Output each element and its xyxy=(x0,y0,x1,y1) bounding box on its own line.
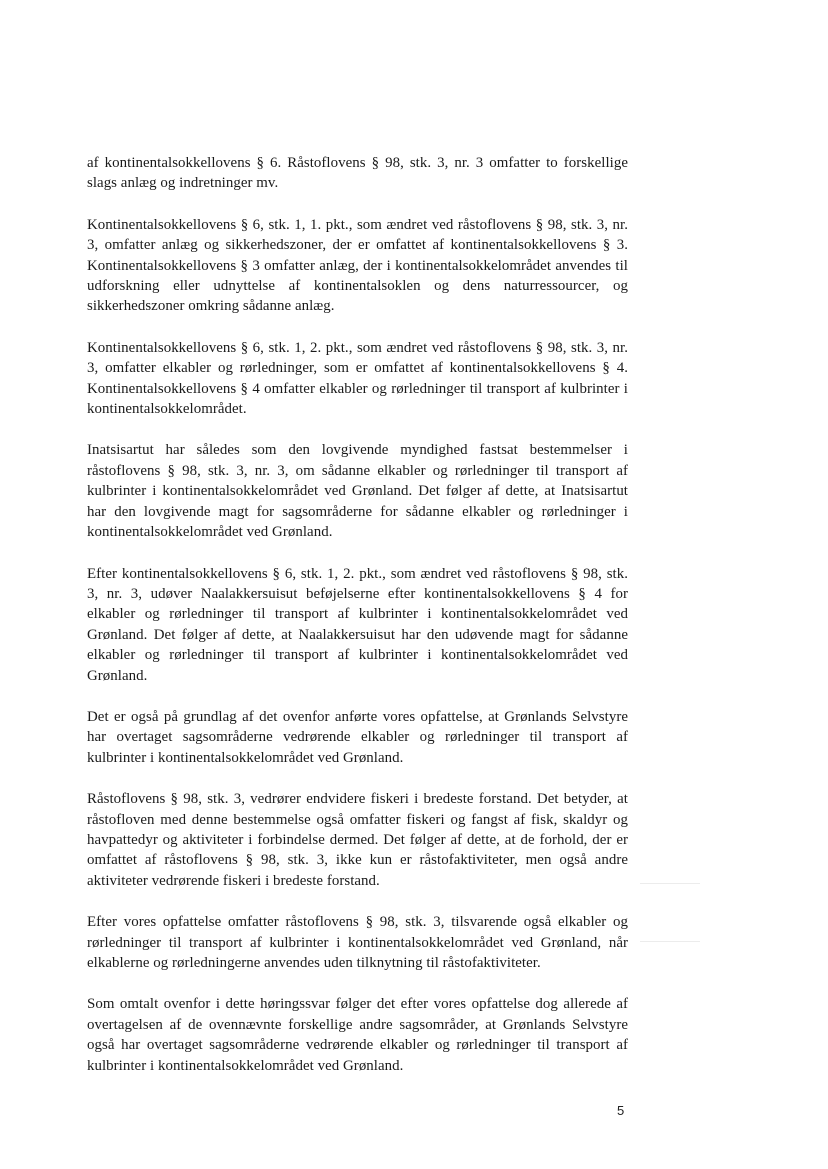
paragraph-1: af kontinentalsokkellovens § 6. Råstoflovens § 98, stk. 3, nr. 3 omfatter to forskellige slags anlæg og indretninger mv. xyxy=(87,155,628,192)
paragraph-9: Som omtalt ovenfor i dette høringssvar følger det efter vores opfattelse dog allerede af overtagelsen af de ovennævnte forskellige andre sagsområder, at Grønlands Selvstyre også har overtaget sagsområderne vedrørende elkabler og rørledninger til transport af kulbrinter i kontinentalsokkelområdet ved Grønland. xyxy=(87,996,628,1074)
paragraph-6: Det er også på grundlag af det ovenfor anførte vores opfattelse, at Grønlands Selvstyre har overtaget sagsområderne vedrørende elkabler og rørledninger til transport af kulbrinter i kontinentalsokkelområdet ved Grønland. xyxy=(87,708,628,766)
paragraph-4: Inatsisartut har således som den lovgivende myndighed fastsat bestemmelser i råstoflovens § 98, stk. 3, nr. 3, om sådanne elkabler og rørledninger til transport af kulbrinter i kontinentalsokkelområdet ved Grønland. Det følger af dette, at Inatsisartut har den lovgivende magt for sagsområderne for sådanne elkabler og rørledninger i kontinentalsokkelområdet ved Grønland. xyxy=(87,442,628,541)
scan-artifact-line xyxy=(640,941,700,942)
paragraph-2: Kontinentalsokkellovens § 6, stk. 1, 1. pkt., som ændret ved råstoflovens § 98, stk. 3, nr. 3, omfatter anlæg og sikkerhedszoner, der er omfattet af kontinentalsokkellovens § 3. Kontinentalsokkellovens § 3 omfatter anlæg, der i kontinentalsokkelområdet anvendes til udforskning eller udnyttelse af kontinentalsoklen og dens naturressourcer, og sikkerhedszoner omkring sådanne anlæg. xyxy=(87,216,628,315)
page-number: 5 xyxy=(617,1103,625,1118)
paragraph-5: Efter kontinentalsokkellovens § 6, stk. 1, 2. pkt., som ændret ved råstoflovens § 98, stk. 3, nr. 3, udøver Naalakkersuisut beføjelserne efter kontinentalsokkellovens § 4 for elkabler og rørledninger til transport af kulbrinter i kontinentalsokkelområdet ved Grønland. Det følger af dette, at Naalakkersuisut har den udøvende magt for sådanne elkabler og rørledninger til transport af kulbrinter i kontinentalsokkelområdet ved Grønland. xyxy=(87,565,628,684)
document-body xyxy=(87,153,628,1076)
paragraph-7: Råstoflovens § 98, stk. 3, vedrører endvidere fiskeri i bredeste forstand. Det betyder, at råstofloven med denne bestemmelse også omfatter fiskeri og fangst af fisk, skaldyr og havpattedyr og aktiviteter i forbindelse dermed. Det følger af dette, at de forhold, der er omfattet af råstoflovens § 98, stk. 3, ikke kun er råstofaktiviteter, men også andre aktiviteter vedrørende fiskeri i bredeste forstand. xyxy=(87,791,628,889)
scan-artifact-line xyxy=(640,883,700,884)
paragraph-3: Kontinentalsokkellovens § 6, stk. 1, 2. pkt., som ændret ved råstoflovens § 98, stk. 3, nr. 3, omfatter elkabler og rørledninger, som er omfattet af kontinentalsokkellovens § 4. Kontinentalsokkellovens § 4 omfatter elkabler og rørledninger til transport af kulbrinter i kontinentalsokkelområdet. xyxy=(87,339,628,418)
paragraph-8: Efter vores opfattelse omfatter råstoflovens § 98, stk. 3, tilsvarende også elkabler og rørledninger til transport af kulbrinter i kontinentalsokkelområdet ved Grønland, når elkablerne og rørledningerne anvendes uden tilknytning til råstofaktiviteter. xyxy=(87,914,628,971)
